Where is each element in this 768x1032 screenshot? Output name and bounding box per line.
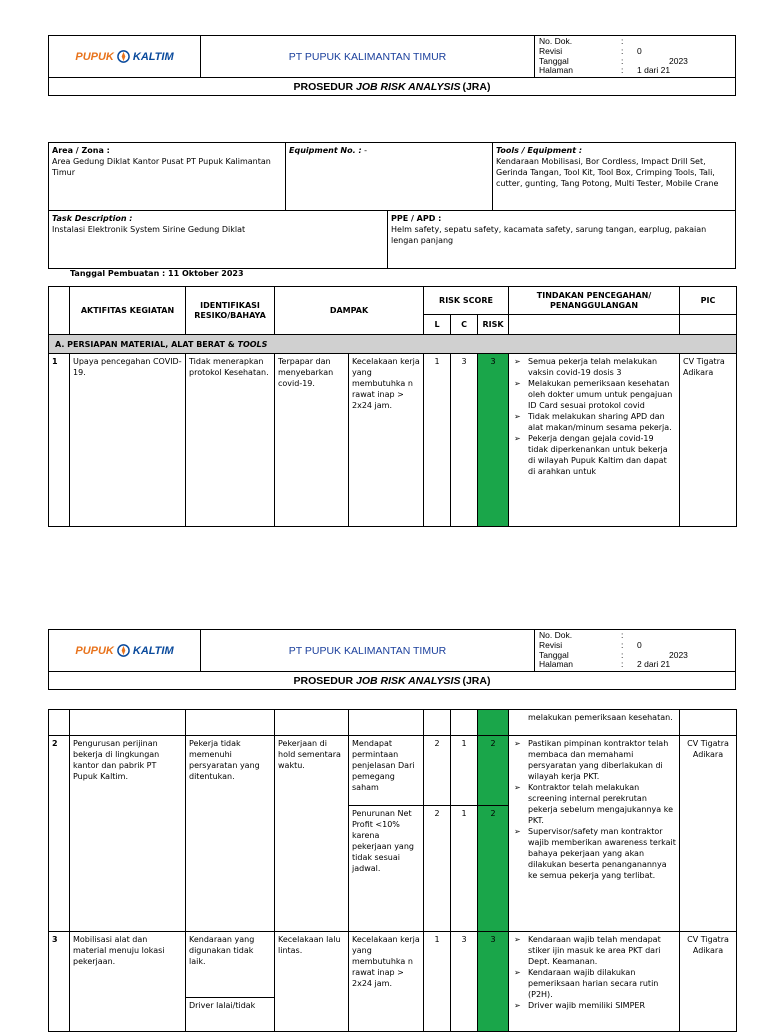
risk-score-cell: 3 <box>478 932 509 1032</box>
header-pic: PIC <box>680 287 737 315</box>
header-tindakan: TINDAKAN PENCEGAHAN/ PENANGGULANGAN <box>509 287 680 315</box>
task-cell: Task Description : Instalasi Elektronik System Sirine Gedung Diklat <box>49 210 388 268</box>
list-item: ➢ Kendaraan wajib telah mendapat stiker ijin masuk ke area PKT dari Dept. Keamanan. <box>512 934 676 967</box>
company-name: PT PUPUK KALIMANTAN TIMUR <box>201 36 535 77</box>
jra-table-page2 <box>48 709 737 1032</box>
halaman-value: 2 dari 21 <box>637 659 671 670</box>
document-title: PROSEDUR JOB RISK ANALYSIS (JRA) <box>49 77 735 95</box>
logo-mark-icon <box>117 50 130 63</box>
ppe-cell: PPE / APD : Helm safety, sepatu safety, kacamata safety, sarung tangan, earplug, pakaian lengan panjang <box>388 210 735 268</box>
equipment-cell: Equipment No. : - <box>286 143 493 210</box>
header-identifikasi: IDENTIFIKASI RESIKO/BAHAYA <box>186 287 275 335</box>
header-aktifitas: AKTIFITAS KEGIATAN <box>70 287 186 335</box>
header-risk: RISK <box>478 315 509 335</box>
page1-header <box>48 35 736 96</box>
risk-score-cell: 3 <box>478 354 509 527</box>
tanggal-value: 2023 <box>669 55 688 66</box>
document-title: PROSEDUR JOB RISK ANALYSIS (JRA) <box>49 671 735 689</box>
table-row: 3 Mobilisasi alat dan material menuju lokasi pekerjaan. Kendaraan yang digunakan tidak laik. Driver lalai/tidak Kecelakaan lalu lintas. Kecelakaan kerja yang membutuhka n rawat inap > 2x24 jam. 1 3 3 ➢ Kendaraan wajib telah mendapat stiker ijin masuk ke area PKT dari Dept. Keamanan. ➢ Kendaraan wajib dilakukan pemeriksaan harian secara rutin (P2H). ➢ Driver wajib memiliki SIMPER CV Tigatra Adikara <box>49 932 737 1032</box>
header-l: L <box>424 315 451 335</box>
list-item: ➢ Tidak melakukan sharing APD dan alat makan/minum sesama pekerja. <box>512 411 676 433</box>
list-item: ➢ Supervisor/safety man kontraktor wajib memberikan awareness terkait bahaya pekerjaan yang akan dilakukan beserta penanganannya ke semua pekerja yang terlibat. <box>512 826 676 881</box>
list-item: ➢ Pastikan pimpinan kontraktor telah membaca dan memahami persyaratan yang diberlakukan di wilayah kerja PKT. <box>512 738 676 782</box>
company-name: PT PUPUK KALIMANTAN TIMUR <box>201 630 535 671</box>
jra-table-page1 <box>48 286 737 527</box>
section-a-heading: A. PERSIAPAN MATERIAL, ALAT BERAT & TOOLS <box>49 335 737 354</box>
table-row: 2 Pengurusan perijinan bekerja di lingkungan kantor dan pabrik PT Pupuk Kaltim. Pekerja tidak memenuhi persyaratan yang ditentukan. Pekerjaan di hold sementara waktu. Mendapat permintaan penjelasan Dari pemegang saham 2 1 2 ➢ Pastikan pimpinan kontraktor telah membaca dan memahami persyaratan yang diberlakukan di wilayah kerja PKT. ➢ Kontraktor telah melakukan screening internal perekrutan pekerja sebelum mengajukannya ke PKT. ➢ Supervisor/safety man kontraktor wajib memberikan awareness terkait bahaya pekerjaan yang akan dilakukan beserta penanganannya ke semua pekerja yang terlibat. CV Tigatra Adikara <box>49 736 737 806</box>
list-item: ➢ Melakukan pemeriksaan kesehatan oleh dokter umum untuk pengajuan ID Card sesuai protokol covid <box>512 378 676 411</box>
doc-info: No. Dok. : Revisi : 0 Tanggal : 2023 Halaman : 1 dari 21 <box>539 36 688 76</box>
header-risk-score: RISK SCORE <box>424 287 509 315</box>
table-row: melakukan pemeriksaan kesehatan. <box>49 710 737 736</box>
page2-header <box>48 629 736 690</box>
halaman-value: 1 dari 21 <box>637 65 671 76</box>
risk-score-cell: 2 <box>478 736 509 806</box>
list-item: ➢ Kontraktor telah melakukan screening internal perekrutan pekerja sebelum mengajukannya ke PKT. <box>512 782 676 826</box>
info-block <box>48 142 736 269</box>
list-item: ➢ Pekerja dengan gejala covid-19 tidak diperkenankan untuk bekerja di wilayah Pupuk Kaltim dan dapat di arahkan untuk <box>512 433 676 477</box>
list-item: ➢ Kendaraan wajib dilakukan pemeriksaan harian secara rutin (P2H). <box>512 967 676 1000</box>
tools-cell: Tools / Equipment : Kendaraan Mobilisasi, Bor Cordless, Impact Drill Set, Gerinda Tangan, Tool Kit, Tool Box, Crimping Tools, Tali, cutter, gunting, Tang Potong, Multi Tester, Mobile Crane <box>496 146 719 188</box>
revisi-value: 0 <box>637 45 642 56</box>
logo-mark-icon <box>117 644 130 657</box>
date-line: Tanggal Pembuatan : 11 Oktober 2023 <box>70 269 244 278</box>
list-item: ➢ Semua pekerja telah melakukan vaksin covid-19 dosis 3 <box>512 356 676 378</box>
header-c: C <box>451 315 478 335</box>
table-row: 1 Upaya pencegahan COVID-19. Tidak menerapkan protokol Kesehatan. Terpapar dan menyebarkan covid-19. Kecelakaan kerja yang membutuhka n rawat inap > 2x24 jam. 1 3 3 ➢ Semua pekerja telah melakukan vaksin covid-19 dosis 3 ➢ Melakukan pemeriksaan kesehatan oleh dokter umum untuk pengajuan ID Card sesuai protokol covid ➢ Tidak melakukan sharing APD dan alat makan/minum sesama pekerja. ➢ Pekerja dengan gejala covid-19 tidak diperkenankan untuk bekerja di wilayah Pupuk Kaltim dan dapat di arahkan untuk CV Tigatra Adikara <box>49 354 737 527</box>
risk-score-cell: 2 <box>478 806 509 932</box>
pupuk-kaltim-logo: PUPUK KALTIM <box>75 644 174 657</box>
pupuk-kaltim-logo: PUPUK KALTIM <box>75 50 174 63</box>
list-item: ➢ Driver wajib memiliki SIMPER <box>512 1000 676 1011</box>
header-dampak: DAMPAK <box>275 287 424 335</box>
table-row: Penurunan Net Profit <10% karena pekerjaan yang tidak sesuai jadwal. 2 1 2 <box>49 806 737 932</box>
doc-info: No. Dok. : Revisi : 0 Tanggal : 2023 Halaman : 2 dari 21 <box>539 630 688 670</box>
logo-cell <box>49 36 201 77</box>
area-cell: Area / Zona : Area Gedung Diklat Kantor Pusat PT Pupuk Kalimantan Timur <box>49 143 286 210</box>
